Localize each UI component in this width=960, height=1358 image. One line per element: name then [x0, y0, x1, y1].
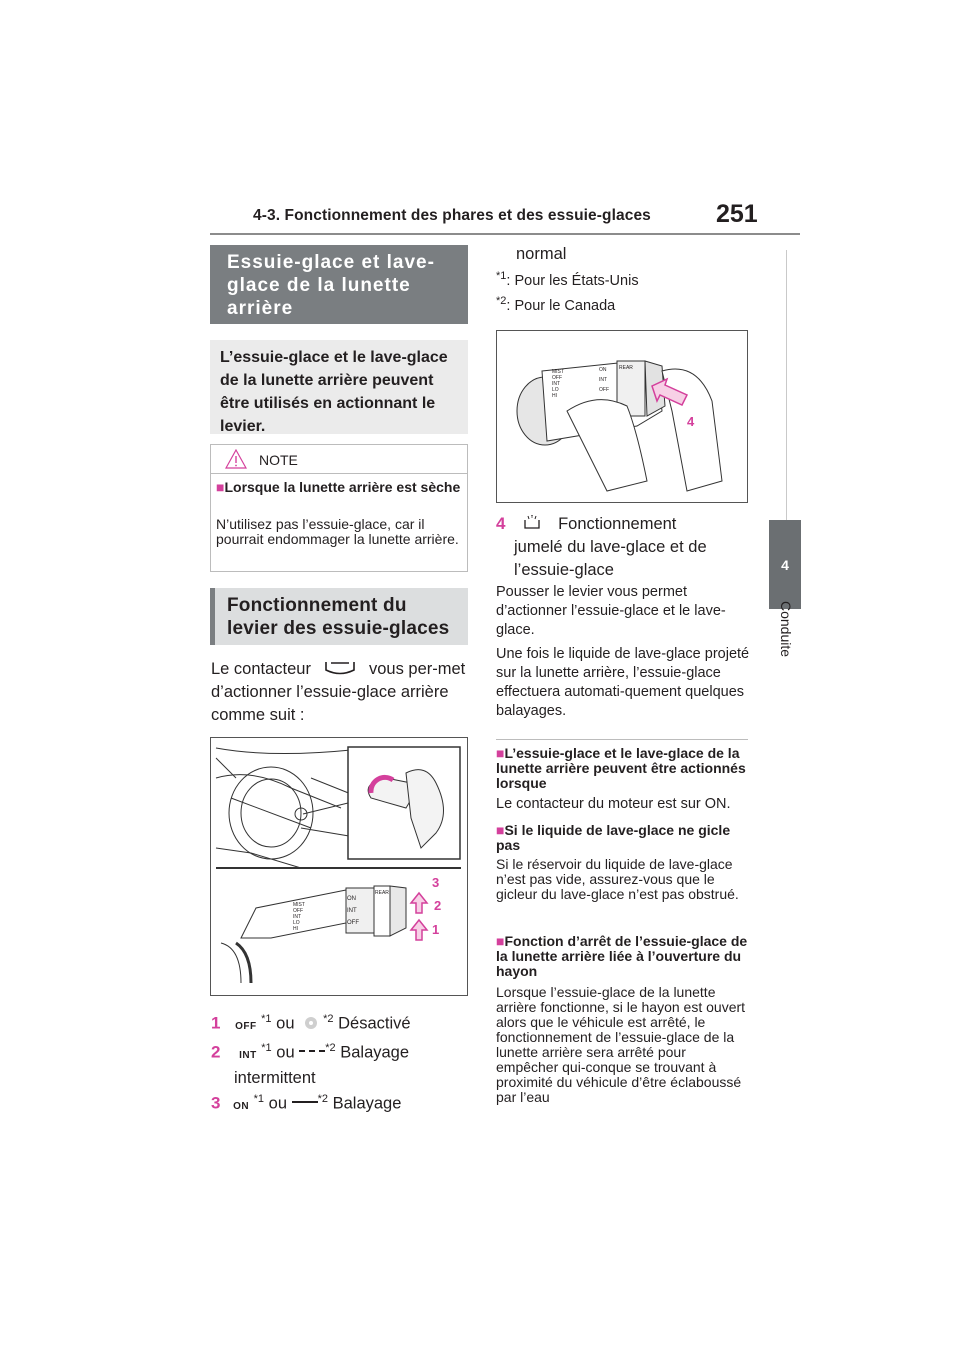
note-heading: ■Si le liquide de lave-glace ne gicle pas	[496, 822, 731, 853]
note-heading: ■L’essuie-glace et le lave-glace de la lunette arrière peuvent être actionnés lorsque	[496, 745, 746, 791]
lever2-label-on: ON	[599, 367, 607, 373]
square-bullet-icon: ■	[496, 933, 505, 949]
callout-4: 4	[687, 414, 695, 429]
lever-label-int: INT	[347, 908, 357, 914]
lever-illustration	[211, 738, 467, 995]
lever-label-off: OFF	[347, 920, 359, 926]
callout-1: 1	[432, 922, 440, 937]
lever2-label-int: INT	[599, 377, 608, 383]
chapter-tab	[769, 520, 801, 609]
wiper-off-icon	[299, 1015, 323, 1031]
washer-icon	[522, 514, 542, 532]
lead-text: L’essuie-glace et le lave-glace de la lunette arrière peuvent être utilisés en actionnant le levier.	[210, 340, 468, 434]
lever2-label-4: LO	[552, 387, 559, 393]
lever2-label-1: MIST	[552, 369, 564, 375]
paragraph-push-lever: Pousser le levier vous permet d’actionner l’essuie-glace et le lave-glace.	[496, 584, 726, 638]
footnote-1: $^{*1}$: Pour les États-Unis	[496, 270, 639, 289]
lever2-label-rear: REAR	[619, 365, 633, 371]
lever2-label-5: HI	[552, 393, 557, 399]
header-section-title: 4-3. Fonctionnement des phares et des essuie-glaces	[253, 207, 651, 224]
page-number: 251	[716, 200, 758, 228]
item-3-continued: normal	[516, 245, 567, 263]
note-heading: ■Fonction d’arrêt de l’essuie-glace de la lunette arrière liée à l’ouverture du hayon	[496, 933, 748, 979]
note-body: Le contacteur du moteur est sur ON.	[496, 796, 731, 812]
lever-label-2: OFF	[293, 908, 303, 914]
chapter-label-wrap	[770, 600, 800, 700]
lever-label-on: ON	[347, 896, 356, 902]
note-washer-no-spray	[496, 823, 751, 902]
item-2: 2 INT $^{*1}$ ou $^{*2}$ Balayage intermittent	[211, 1037, 471, 1090]
footnote-2: $^{*2}$: Pour le Canada	[496, 295, 616, 314]
paragraph-auto-sweep: Une fois le liquide de lave-glace projeté sur la lunette arrière, l’essuie-glace effectuera automati-quement quelques balayages.	[496, 646, 750, 719]
note-hatch-stop	[496, 934, 751, 1105]
lever2-label-3: INT	[552, 381, 561, 387]
lever-push-illustration	[497, 331, 747, 502]
lever-label-1: MIST	[293, 902, 305, 908]
callout-3: 3	[432, 875, 440, 890]
lever-label-5: HI	[293, 926, 298, 932]
item-1: 1 OFF $^{*1}$ ou $^{*2}$ Désactivé	[211, 1013, 411, 1033]
solid-line-icon	[292, 1091, 318, 1101]
tab-rule	[786, 250, 787, 522]
note-body: Si le réservoir du liquide de lave-glace n’est pas vide, assurez-vous que le gicleur du lave-glace n’est pas obstrué.	[496, 856, 739, 902]
lever-label-4: LO	[293, 920, 300, 926]
note-subheading: ■Lorsque la lunette arrière est sèche	[216, 479, 461, 495]
lever-label-3: INT	[293, 914, 302, 920]
dashed-line-icon	[299, 1040, 325, 1050]
item-3: 3 ON $^{*1}$ ou $^{*2}$ Balayage	[211, 1088, 471, 1118]
note-text: N’utilisez pas l’essuie-glace, car il pourrait endommager la lunette arrière.	[216, 516, 459, 547]
section-title-rear-wiper: Essuie-glace et lave-glace de la lunette arrière	[210, 245, 468, 324]
figure-lever-push	[496, 330, 748, 503]
lever2-label-2: OFF	[552, 375, 562, 381]
lever-label-rear: REAR	[375, 890, 389, 896]
note-header	[211, 445, 467, 474]
note-body: Lorsque l’essuie-glace de la lunette arrière fonctionne, si le hayon est ouvert alors que le véhicule est arrêté, le fonctionnement de l’essuie-glace de la lunette arrière sera arrêté pour empêcher qui-conque se trouvant à proximité du véhicule d’être éclaboussé par l’eau	[496, 984, 746, 1105]
chapter-label: Conduite	[778, 600, 794, 658]
rear-wiper-icon	[323, 659, 357, 677]
section-title-lever: Fonctionnement du levier des essuie-glaces	[210, 588, 468, 645]
square-bullet-icon: ■	[496, 745, 505, 761]
figure-lever-positions	[210, 737, 468, 996]
notes-rule	[496, 739, 748, 740]
warning-icon	[225, 449, 247, 469]
square-bullet-icon: ■	[496, 822, 505, 838]
callout-2: 2	[434, 898, 442, 913]
note-box	[210, 444, 468, 572]
intro-paragraph: Le contacteur vous per-met d’actionner l’essuie-glace arrière comme suit :	[211, 660, 466, 724]
lever2-label-off: OFF	[599, 387, 609, 393]
chapter-number: 4	[781, 556, 789, 573]
note-operable-when	[496, 746, 751, 814]
header-rule	[210, 233, 800, 235]
item-4: 4 Fonctionnement jumelé du lave-glace et de l’essuie-glace	[496, 514, 707, 579]
note-title: NOTE	[259, 452, 298, 468]
square-bullet-icon: ■	[216, 479, 225, 495]
